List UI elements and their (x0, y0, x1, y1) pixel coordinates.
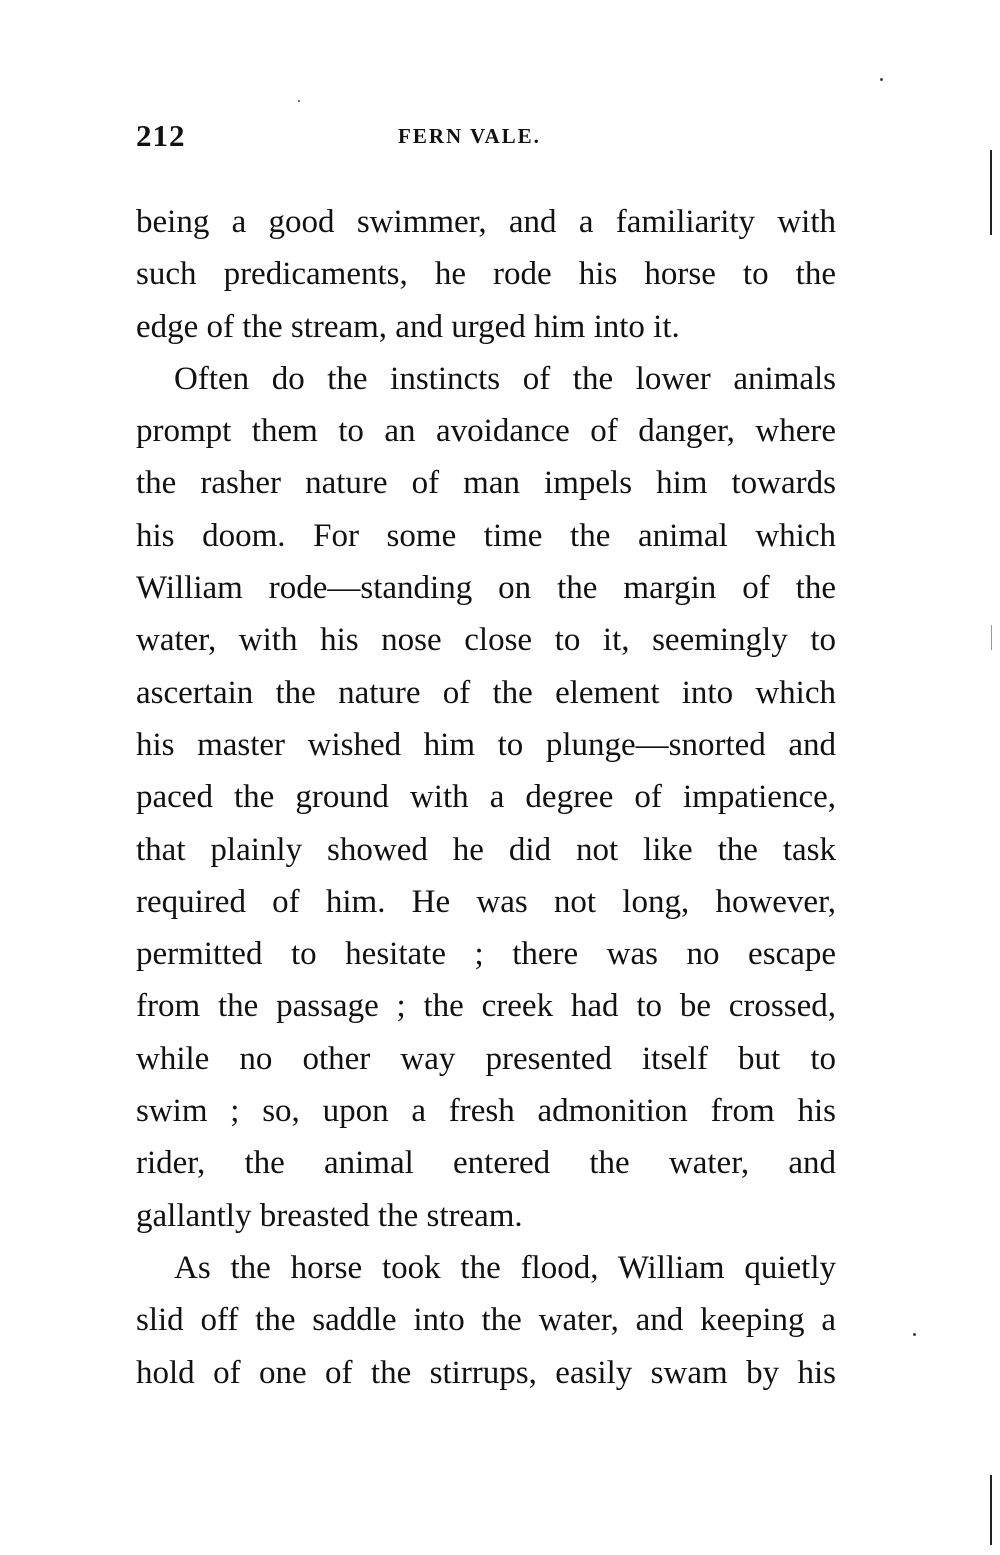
text-line: such predicaments, he rode his horse to the (136, 256, 836, 293)
paragraph-2 (136, 353, 836, 1242)
text-line: slid off the saddle into the water, and keeping a (136, 1302, 836, 1339)
text-line: that plainly showed he did not like the task (136, 831, 836, 868)
text-line: hold of one of the stirrups, easily swam by his (136, 1354, 836, 1391)
scan-speck (913, 1333, 916, 1336)
paragraph-1 (136, 196, 836, 353)
running-title: FERN VALE. (398, 124, 541, 148)
text-line: the rasher nature of man impels him towards (136, 465, 836, 502)
text-line: permitted to hesitate ; there was no escape (136, 936, 836, 973)
text-line: rider, the animal entered the water, and (136, 1145, 836, 1182)
scan-edge-mark (991, 625, 992, 650)
paragraph-3 (136, 1242, 836, 1399)
text-line: required of him. He was not long, however, (136, 883, 836, 920)
page-number: 212 (136, 118, 186, 153)
text-line: his doom. For some time the animal which (136, 517, 836, 554)
scan-edge-mark (990, 150, 992, 235)
scan-edge-mark (990, 1475, 992, 1545)
scan-speck (880, 78, 883, 81)
text-line: As the horse took the flood, William quietly (174, 1249, 836, 1286)
running-head (136, 118, 836, 158)
text-line: gallantly breasted the stream. (136, 1197, 523, 1234)
text-line: swim ; so, upon a fresh admonition from his (136, 1093, 836, 1130)
body-text (136, 196, 836, 1399)
text-line: Often do the instincts of the lower animals (174, 360, 836, 397)
text-line: prompt them to an avoidance of danger, where (136, 413, 836, 450)
text-line: being a good swimmer, and a familiarity with (136, 204, 836, 240)
text-line: while no other way presented itself but to (136, 1040, 836, 1077)
text-line: from the passage ; the creek had to be crossed, (136, 988, 836, 1025)
text-line: edge of the stream, and urged him into it. (136, 308, 680, 345)
text-line: William rode—standing on the margin of the (136, 570, 836, 607)
text-line: paced the ground with a degree of impatience, (136, 779, 836, 816)
scan-speck (298, 100, 300, 102)
text-line: ascertain the nature of the element into which (136, 674, 836, 711)
text-line: his master wished him to plunge—snorted and (136, 726, 836, 763)
text-line: water, with his nose close to it, seemingly to (136, 622, 836, 659)
